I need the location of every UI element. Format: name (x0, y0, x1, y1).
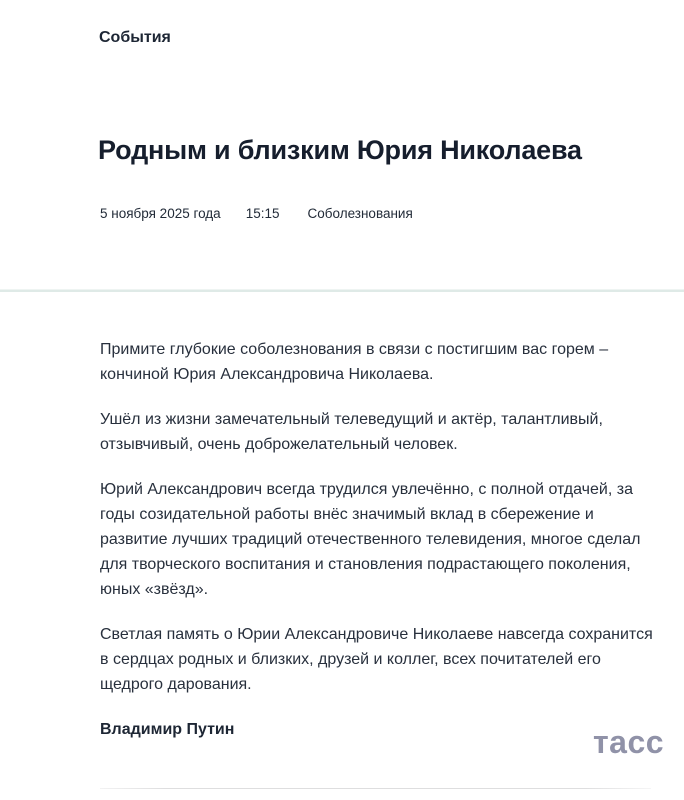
article-meta (100, 206, 413, 221)
article-title: Родным и близким Юрия Николаева (98, 135, 582, 165)
bottom-rule (100, 788, 651, 789)
paragraph-3: Юрий Александрович всегда трудился увлечённо, с полной отдачей, за годы созидательной работы внёс значимый вклад в сбережение и развитие лучших традиций отечественного телевидения, многое сделал для творческого воспитания и становления подрастающего поколения, юных «звёзд». (100, 481, 641, 598)
header-divider (0, 289, 684, 292)
category-condolences-link[interactable]: Соболезнования (307, 206, 413, 221)
publish-date: 5 ноября 2025 года (100, 206, 221, 221)
paragraph-2: Ушёл из жизни замечательный телеведущий и актёр, талантливый, отзывчивый, очень доброжелательный человек. (100, 411, 603, 453)
tass-logo: тасс (593, 724, 665, 760)
breadcrumb-events-link[interactable]: События (99, 29, 171, 46)
signature: Владимир Путин (100, 721, 235, 738)
paragraph-4: Светлая память о Юрии Александровиче Николаеве навсегда сохранится в сердцах родных и близких, друзей и коллег, всех почитателей его щедрого дарования. (100, 626, 653, 693)
paragraph-1: Примите глубокие соболезнования в связи с постигшим вас горем – кончиной Юрия Александровича Николаева. (100, 341, 609, 383)
publish-time: 15:15 (245, 206, 280, 221)
article-body (100, 337, 665, 762)
